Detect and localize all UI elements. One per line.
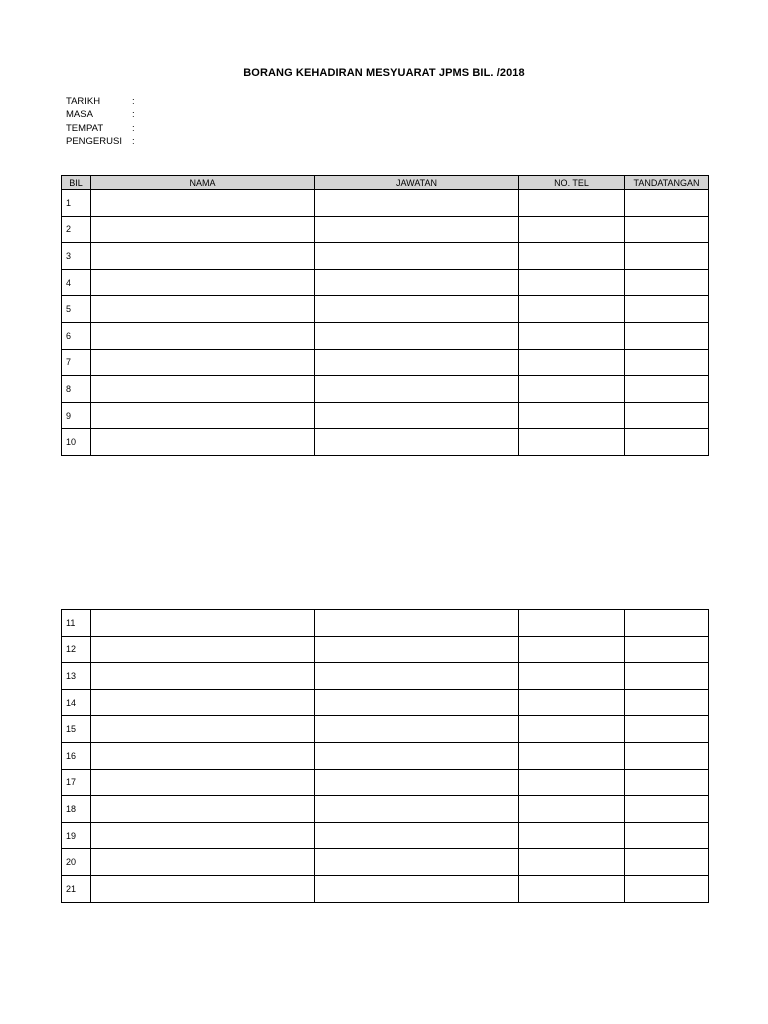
jawatan-cell[interactable]: [315, 243, 519, 270]
nama-cell[interactable]: [91, 769, 315, 796]
nama-cell[interactable]: [91, 190, 315, 217]
bil-cell: 15: [62, 716, 91, 743]
bil-cell: 6: [62, 322, 91, 349]
jawatan-cell[interactable]: [315, 402, 519, 429]
no-tel-cell[interactable]: [519, 610, 625, 637]
tandatangan-cell[interactable]: [625, 849, 709, 876]
jawatan-cell[interactable]: [315, 216, 519, 243]
no-tel-cell[interactable]: [519, 796, 625, 823]
meta-separator: :: [132, 109, 135, 121]
tandatangan-cell[interactable]: [625, 402, 709, 429]
table-row: [62, 402, 709, 429]
nama-cell[interactable]: [91, 636, 315, 663]
jawatan-cell[interactable]: [315, 296, 519, 323]
meta-row-masa: [66, 108, 135, 121]
bil-cell: 5: [62, 296, 91, 323]
bil-cell: 11: [62, 610, 91, 637]
no-tel-cell[interactable]: [519, 849, 625, 876]
jawatan-cell[interactable]: [315, 716, 519, 743]
no-tel-cell[interactable]: [519, 402, 625, 429]
table-row: [62, 796, 709, 823]
bil-cell: 21: [62, 875, 91, 902]
jawatan-cell[interactable]: [315, 322, 519, 349]
tandatangan-cell[interactable]: [625, 296, 709, 323]
jawatan-cell[interactable]: [315, 636, 519, 663]
jawatan-cell[interactable]: [315, 376, 519, 403]
nama-cell[interactable]: [91, 796, 315, 823]
tandatangan-cell[interactable]: [625, 269, 709, 296]
meta-label: MASA: [66, 109, 93, 121]
bil-cell: 2: [62, 216, 91, 243]
table-row: [62, 716, 709, 743]
meta-separator: :: [132, 122, 135, 134]
no-tel-cell[interactable]: [519, 190, 625, 217]
form-title: BORANG KEHADIRAN MESYUARAT JPMS BIL. /2018: [243, 67, 525, 79]
bil-cell: 3: [62, 243, 91, 270]
no-tel-cell[interactable]: [519, 742, 625, 769]
bil-cell: 17: [62, 769, 91, 796]
bil-cell: 7: [62, 349, 91, 376]
bil-cell: 1: [62, 190, 91, 217]
jawatan-cell[interactable]: [315, 349, 519, 376]
table-row: [62, 216, 709, 243]
nama-cell[interactable]: [91, 610, 315, 637]
meta-row-pengerusi: [66, 135, 135, 148]
jawatan-cell[interactable]: [315, 610, 519, 637]
no-tel-cell[interactable]: [519, 716, 625, 743]
tandatangan-cell[interactable]: [625, 796, 709, 823]
table-row: [62, 296, 709, 323]
jawatan-cell[interactable]: [315, 769, 519, 796]
no-tel-cell[interactable]: [519, 822, 625, 849]
table-row: [62, 636, 709, 663]
header-no-tel: NO. TEL: [519, 176, 625, 190]
no-tel-cell[interactable]: [519, 636, 625, 663]
nama-cell[interactable]: [91, 216, 315, 243]
meta-row-tarikh: [66, 95, 135, 108]
tandatangan-cell[interactable]: [625, 689, 709, 716]
table-row: [62, 376, 709, 403]
bil-cell: 13: [62, 663, 91, 690]
table-body-2: [62, 610, 709, 903]
nama-cell[interactable]: [91, 822, 315, 849]
table-row: [62, 849, 709, 876]
jawatan-cell[interactable]: [315, 742, 519, 769]
nama-cell[interactable]: [91, 322, 315, 349]
tandatangan-cell[interactable]: [625, 216, 709, 243]
attendance-table-2: [61, 609, 709, 903]
jawatan-cell[interactable]: [315, 269, 519, 296]
table-row: [62, 190, 709, 217]
nama-cell[interactable]: [91, 269, 315, 296]
no-tel-cell[interactable]: [519, 243, 625, 270]
nama-cell[interactable]: [91, 349, 315, 376]
table-header-row: [62, 176, 709, 190]
nama-cell[interactable]: [91, 663, 315, 690]
bil-cell: 18: [62, 796, 91, 823]
meta-separator: :: [132, 135, 135, 147]
nama-cell[interactable]: [91, 875, 315, 902]
bil-cell: 14: [62, 689, 91, 716]
tandatangan-cell[interactable]: [625, 610, 709, 637]
table-row: [62, 429, 709, 456]
jawatan-cell[interactable]: [315, 849, 519, 876]
no-tel-cell[interactable]: [519, 769, 625, 796]
table-body-1: [62, 190, 709, 456]
jawatan-cell[interactable]: [315, 663, 519, 690]
nama-cell[interactable]: [91, 402, 315, 429]
jawatan-cell[interactable]: [315, 875, 519, 902]
header-nama: NAMA: [91, 176, 315, 190]
header-bil: BIL: [62, 176, 91, 190]
bil-cell: 8: [62, 376, 91, 403]
nama-cell[interactable]: [91, 689, 315, 716]
meta-row-tempat: [66, 122, 135, 135]
meta-label: TEMPAT: [66, 122, 104, 134]
meta-label: PENGERUSI: [66, 135, 122, 147]
table-row: [62, 689, 709, 716]
meeting-details: [66, 95, 135, 148]
nama-cell[interactable]: [91, 716, 315, 743]
bil-cell: 20: [62, 849, 91, 876]
no-tel-cell[interactable]: [519, 376, 625, 403]
no-tel-cell[interactable]: [519, 429, 625, 456]
tandatangan-cell[interactable]: [625, 349, 709, 376]
bil-cell: 9: [62, 402, 91, 429]
bil-cell: 4: [62, 269, 91, 296]
jawatan-cell[interactable]: [315, 689, 519, 716]
tandatangan-cell[interactable]: [625, 716, 709, 743]
meta-separator: :: [132, 96, 135, 107]
tandatangan-cell[interactable]: [625, 243, 709, 270]
tandatangan-cell[interactable]: [625, 190, 709, 217]
tandatangan-cell[interactable]: [625, 663, 709, 690]
no-tel-cell[interactable]: [519, 663, 625, 690]
header-tandatangan: TANDATANGAN: [625, 176, 709, 190]
no-tel-cell[interactable]: [519, 689, 625, 716]
nama-cell[interactable]: [91, 243, 315, 270]
bil-cell: 10: [62, 429, 91, 456]
table-row: [62, 822, 709, 849]
nama-cell[interactable]: [91, 376, 315, 403]
table-row: [62, 610, 709, 637]
tandatangan-cell[interactable]: [625, 322, 709, 349]
table-row: [62, 349, 709, 376]
no-tel-cell[interactable]: [519, 269, 625, 296]
table-row: [62, 742, 709, 769]
attendance-table-1: [61, 175, 709, 456]
bil-cell: 19: [62, 822, 91, 849]
tandatangan-cell[interactable]: [625, 875, 709, 902]
table-row: [62, 243, 709, 270]
no-tel-cell[interactable]: [519, 296, 625, 323]
jawatan-cell[interactable]: [315, 822, 519, 849]
jawatan-cell[interactable]: [315, 190, 519, 217]
jawatan-cell[interactable]: [315, 796, 519, 823]
header-jawatan: JAWATAN: [315, 176, 519, 190]
table-row: [62, 322, 709, 349]
bil-cell: 16: [62, 742, 91, 769]
no-tel-cell[interactable]: [519, 875, 625, 902]
nama-cell[interactable]: [91, 849, 315, 876]
tandatangan-cell[interactable]: [625, 636, 709, 663]
table-row: [62, 663, 709, 690]
nama-cell[interactable]: [91, 296, 315, 323]
jawatan-cell[interactable]: [315, 429, 519, 456]
meta-label: TARIKH: [66, 96, 101, 107]
nama-cell[interactable]: [91, 742, 315, 769]
nama-cell[interactable]: [91, 429, 315, 456]
table-row: [62, 269, 709, 296]
no-tel-cell[interactable]: [519, 216, 625, 243]
table-row: [62, 769, 709, 796]
tandatangan-cell[interactable]: [625, 822, 709, 849]
no-tel-cell[interactable]: [519, 322, 625, 349]
tandatangan-cell[interactable]: [625, 742, 709, 769]
table-row: [62, 875, 709, 902]
tandatangan-cell[interactable]: [625, 769, 709, 796]
tandatangan-cell[interactable]: [625, 376, 709, 403]
tandatangan-cell[interactable]: [625, 429, 709, 456]
no-tel-cell[interactable]: [519, 349, 625, 376]
bil-cell: 12: [62, 636, 91, 663]
